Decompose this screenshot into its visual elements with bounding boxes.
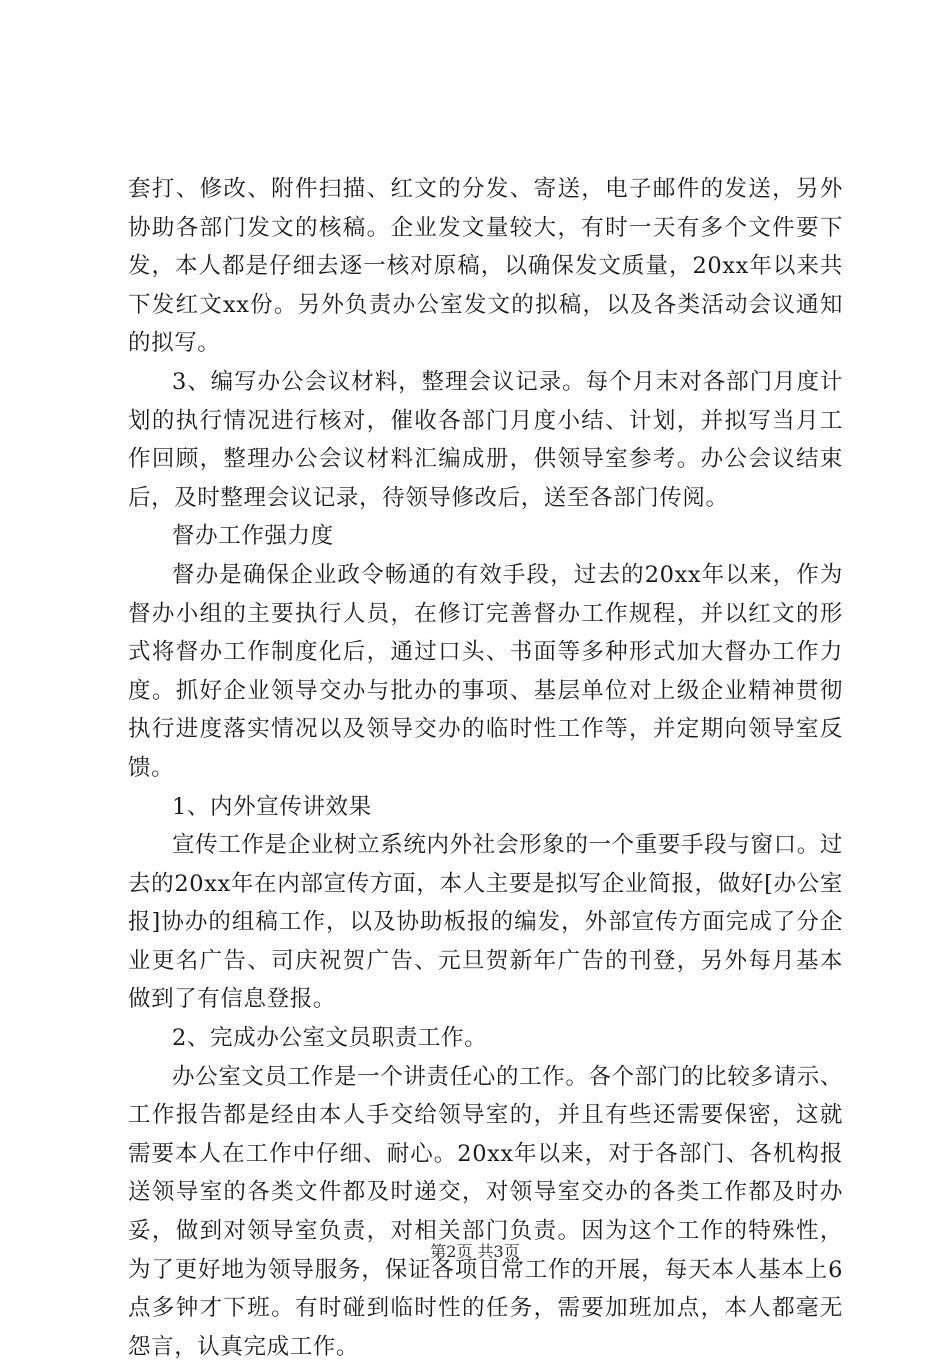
page-footer: 第2页 共3页 <box>430 1242 520 1261</box>
paragraph-clerk-duties: 办公室文员工作是一个讲责任心的工作。各个部门的比较多请示、工作报告都是经由本人手交给领导室的，并且有些还需要保密，这就需要本人在工作中仔细、耐心。20xx年以来，对于各部门、各机构报送领导室的各类文件都及时递交，对领导室交办的各类工作都及时办妥，做到对领导室负责，对相关部门负责。因为这个工作的特殊性，为了更好地为领导服务，保证各项日常工作的开展，每天本人基本上6点多钟才下班。有时碰到临时性的任务，需要加班加点，本人都毫无怨言，认真完成工作。 <box>128 1063 843 1360</box>
document-body <box>128 170 843 1366</box>
paragraph-supervision: 督办是确保企业政令畅通的有效手段，过去的20xx年以来，作为督办小组的主要执行人员，在修订完善督办工作规程，并以红文的形式将督办工作制度化后，通过口头、书面等多种形式加大督办工作力度。抓好企业领导交办与批办的事项、基层单位对上级企业精神贯彻执行进度落实情况以及领导交办的临时性工作等，并定期向领导室反馈。 <box>128 561 843 781</box>
section-heading-publicity: 1、内外宣传讲效果 <box>172 793 372 820</box>
paragraph-continuation: 套打、修改、附件扫描、红文的分发、寄送，电子邮件的发送，另外协助各部门发文的核稿。企业发文量较大，有时一天有多个文件要下发，本人都是仔细去逐一核对原稿，以确保发文质量，20xx年以来共下发红文xx份。另外负责办公室发文的拟稿，以及各类活动会议通知的拟写。 <box>128 176 843 357</box>
paragraph-meeting-materials: 3、编写办公会议材料，整理会议记录。每个月末对各部门月度计划的执行情况进行核对，催收各部门月度小结、计划，并拟写当月工作回顾，整理办公会议材料汇编成册，供领导室参考。办公会议结束后，及时整理会议记录，待领导修改后，送至各部门传阅。 <box>128 368 843 511</box>
section-heading-supervision: 督办工作强力度 <box>172 523 334 550</box>
paragraph-publicity: 宣传工作是企业树立系统内外社会形象的一个重要手段与窗口。过去的20xx年在内部宣传方面，本人主要是拟写企业简报，做好[办公室报]协办的组稿工作，以及协助板报的编发，外部宣传方面完成了分企业更名广告、司庆祝贺广告、元旦贺新年广告的刊登，另外每月基本做到了有信息登报。 <box>128 832 843 1013</box>
section-heading-clerk-duties: 2、完成办公室文员职责工作。 <box>172 1025 488 1052</box>
